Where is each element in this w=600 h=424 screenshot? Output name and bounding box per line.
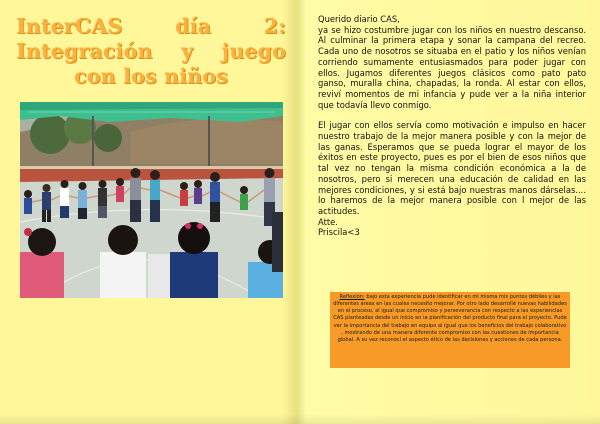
children-playing-photo <box>20 102 283 298</box>
diary-paragraph-1: ya se hizo costumbre jugar con los niños en nuestro descanso. Al culminar la primera etapa y sonar la campana del recreo. Cada uno de nosotros se situaba en el patio y los niños venían corriendo sumamente entusiasmados para poder jugar con ellos. Jugamos diferentes juegos clásicos como pato pato ganso, muralla china, chapadas, la ronda. Al estar con ellos, reviví momentos de mi infancia y pude ver a la niña interior que todavía llevo conmigo. <box>318 24 586 110</box>
page-title: InterCAS día 2: Integración y juego con los niños <box>16 14 286 88</box>
reflection-box <box>330 292 570 368</box>
diary-entry <box>318 14 586 238</box>
diary-greeting: Querido diario CAS, <box>318 14 400 24</box>
diary-signature: Priscila<3 <box>318 227 360 238</box>
reflection-lead: Reflexión: <box>339 294 365 300</box>
reflection-text: bajo esta experiencia pude identificar en mi misma mis puntos débiles y las diferentes áreas en las cuales necesito mejorar. Por otro lado desarrollé nuevas habilidades en el proceso, al igual que compromiso y perseverancia con respecto a las experiencias CAS planteadas desde un inicio en la planificación del producto final para el proyecto. Pude ver la importancia del trabajo en equipo al igual que los beneficios del trabajo colaborativo , mostrando de una manera diferente compromiso con las cuestiones de importancia global. A su vez reconocí el aspecto ético de las decisiones y acciones de cada persona. <box>333 294 567 343</box>
diary-closing: Atte. <box>318 216 338 227</box>
photo <box>20 102 283 298</box>
diary-paragraph-2: El jugar con ellos servía como motivación e impulso en hacer nuestro trabajo de la mejor manera posible y con la mejor de las ganas. Esperamos que se pueda lograr el mayor de los éxitos en este proyecto, pues es por el bien de esos niños que tal vez no tengan la misma condición económica a la de nosotros, pero si merecen una educación de calidad en las mejores condiciones, y si está bajo nuestras manos dárselas.... lo haremos de la mejor manera posible con l mejor de las actitudes. <box>318 120 586 216</box>
